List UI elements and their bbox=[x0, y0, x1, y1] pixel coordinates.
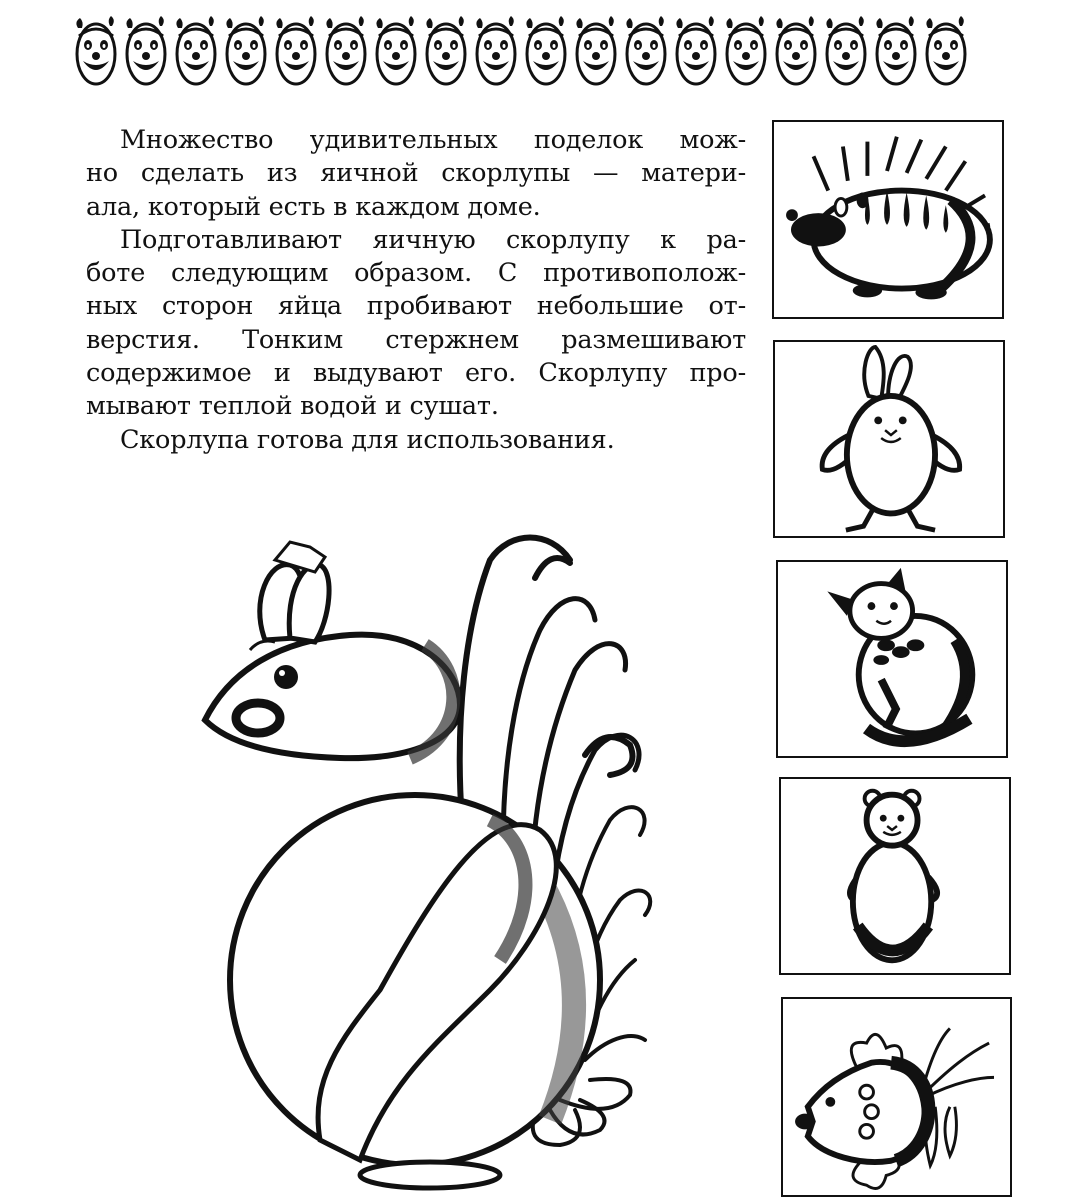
squirrel-illustration bbox=[190, 520, 670, 1200]
text-line: боте следующим образом. С противополож- bbox=[86, 258, 746, 289]
squirrel-icon bbox=[190, 520, 670, 1200]
text-line: Множество удивительных поделок мож- bbox=[120, 125, 746, 155]
fish-frame bbox=[781, 997, 1012, 1197]
fish-icon bbox=[783, 999, 1010, 1195]
hare-frame bbox=[773, 340, 1005, 538]
text-line: мывают теплой водой и сушат. bbox=[86, 391, 499, 422]
text-line: верстия. Тонким стержнем размешивают bbox=[86, 324, 746, 355]
cat-icon bbox=[778, 562, 1006, 756]
bear-frame bbox=[779, 777, 1011, 975]
hedgehog-icon bbox=[774, 122, 1002, 317]
text-line: но сделать из яичной скорлупы — матери- bbox=[86, 158, 746, 189]
bear-icon bbox=[781, 779, 1009, 973]
hare-icon bbox=[775, 342, 1003, 536]
body-text bbox=[86, 124, 746, 457]
cat-frame bbox=[776, 560, 1008, 758]
hedgehog-frame bbox=[772, 120, 1004, 319]
text-line: Скорлупа готова для использования. bbox=[120, 424, 615, 455]
text-line: ных сторон яйца пробивают небольшие от- bbox=[86, 291, 746, 322]
text-line: Подготавливают яичную скорлупу к ра- bbox=[120, 224, 746, 255]
text-line: содержимое и выдувают его. Скорлупу про- bbox=[86, 358, 746, 389]
clown-face-border bbox=[72, 14, 972, 94]
text-line: ала, который есть в каждом доме. bbox=[86, 191, 541, 222]
clown-faces-icon bbox=[72, 14, 972, 94]
